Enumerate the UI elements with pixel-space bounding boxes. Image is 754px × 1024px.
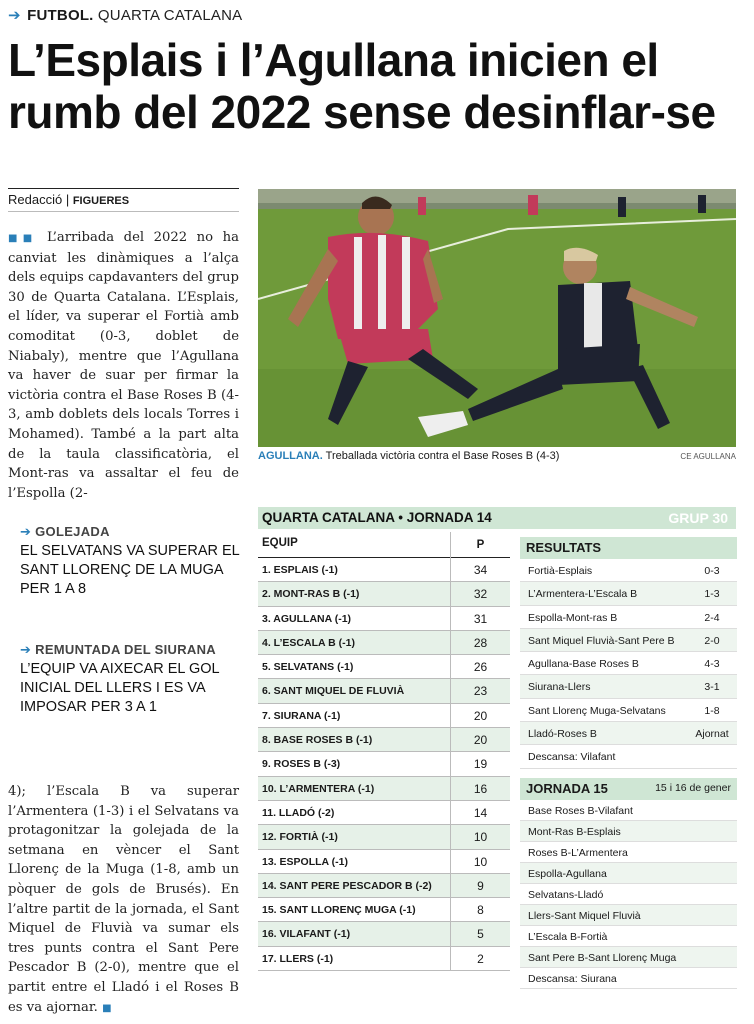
callout-golejada <box>20 524 240 599</box>
team-name: 15. SANT LLORENÇ MUGA (-1) <box>262 904 416 917</box>
result-score: 1-3 <box>704 588 720 601</box>
kicker-subsection: QUARTA CATALANA <box>97 7 243 24</box>
callout-title <box>20 524 240 540</box>
team-points: 34 <box>450 558 510 582</box>
callout-title <box>20 642 240 658</box>
team-name: 12. FORTIÀ (-1) <box>262 831 338 844</box>
section-kicker <box>8 6 242 24</box>
callout-text: EL SELVATANS VA SUPERAR EL SANT LLORENÇ DE LA MUGA PER 1 A 8 <box>20 543 240 597</box>
team-name: 8. BASE ROSES B (-1) <box>262 734 373 747</box>
match-photo <box>258 189 736 447</box>
arrow-right-icon: ➔ <box>20 642 32 657</box>
result-match: Agullana-Base Roses B <box>528 658 639 671</box>
team-points: 5 <box>450 922 510 946</box>
table-row <box>258 655 510 679</box>
team-points: 20 <box>450 728 510 752</box>
team-name: 10. L’ARMENTERA (-1) <box>262 782 375 795</box>
callout-title-text: REMUNTADA DEL SIURANA <box>35 642 216 657</box>
result-row <box>520 745 737 768</box>
results-panel <box>520 537 737 769</box>
result-row <box>520 722 737 745</box>
team-points: 10 <box>450 850 510 874</box>
result-match: Siurana-Llers <box>528 681 591 694</box>
table-row <box>258 704 510 728</box>
table-row <box>258 752 510 776</box>
fixture-row: L’Escala B-Fortià <box>520 926 737 947</box>
next-round-panel <box>520 778 737 989</box>
team-points: 20 <box>450 704 510 728</box>
table-row <box>258 874 510 898</box>
team-name: 14. SANT PERE PESCADOR B (-2) <box>262 879 432 892</box>
column-header-points: P <box>450 532 510 558</box>
result-match: Descansa: Vilafant <box>528 751 616 764</box>
team-points: 9 <box>450 874 510 898</box>
team-name: 13. ESPOLLA (-1) <box>262 855 348 868</box>
table-row <box>258 922 510 946</box>
team-name: 5. SELVATANS (-1) <box>262 661 354 674</box>
article-body-bottom <box>8 782 239 1018</box>
result-score: 2-4 <box>704 611 720 624</box>
team-points: 32 <box>450 582 510 606</box>
table-row <box>258 947 510 971</box>
square-bullet-icon: ■■ <box>8 233 38 244</box>
kicker-section: FUTBOL. <box>27 7 94 24</box>
table-row <box>258 631 510 655</box>
result-row <box>520 629 737 652</box>
team-name: 7. SIURANA (-1) <box>262 709 341 722</box>
table-row <box>258 679 510 703</box>
team-name: 6. SANT MIQUEL DE FLUVIÀ <box>262 685 405 698</box>
table-row <box>258 582 510 606</box>
result-match: Fortià-Esplais <box>528 565 593 577</box>
team-points: 8 <box>450 898 510 922</box>
team-points: 23 <box>450 679 510 703</box>
team-points: 31 <box>450 607 510 631</box>
callout-remuntada <box>20 642 240 717</box>
table-row <box>258 801 510 825</box>
fixture-row: Llers-Sant Miquel Fluvià <box>520 905 737 926</box>
fixture-row: Base Roses B-Vilafant <box>520 800 737 821</box>
team-name: 9. ROSES B (-3) <box>262 758 341 771</box>
team-points: 26 <box>450 655 510 679</box>
fixture-row: Sant Pere B-Sant Llorenç Muga <box>520 947 737 968</box>
team-name: 17. LLERS (-1) <box>262 952 334 965</box>
group-label: GRUP 30 <box>668 510 728 526</box>
photo-credit: CE AGULLANA <box>680 452 736 461</box>
result-row <box>520 606 737 629</box>
byline <box>8 188 239 212</box>
results-title-text: RESULTATS <box>526 540 602 555</box>
next-round-title <box>520 778 737 800</box>
team-points: 14 <box>450 801 510 825</box>
team-points: 28 <box>450 631 510 655</box>
byline-place: FIGUERES <box>72 195 130 207</box>
fixture-row: Descansa: Siurana <box>520 968 737 989</box>
next-round-dates: 15 i 16 de gener <box>655 782 731 794</box>
result-match: Espolla-Mont-ras B <box>528 611 618 624</box>
standings-column-headers <box>258 532 510 558</box>
standings-header-bar <box>258 507 736 529</box>
team-points: 2 <box>450 947 510 971</box>
standings-title: QUARTA CATALANA • JORNADA 14 <box>262 510 492 525</box>
byline-author: Redacció <box>8 192 63 207</box>
football-action-illustration <box>258 189 736 447</box>
result-score: 1-8 <box>704 704 720 717</box>
result-row <box>520 699 737 722</box>
table-row <box>258 898 510 922</box>
team-name: 2. MONT-RAS B (-1) <box>262 588 360 601</box>
result-score: 2-0 <box>704 634 720 647</box>
table-row <box>258 777 510 801</box>
result-row <box>520 675 737 698</box>
fixture-row: Selvatans-Lladó <box>520 884 737 905</box>
result-score: 0-3 <box>704 565 720 577</box>
team-name: 4. L’ESCALA B (-1) <box>262 636 355 649</box>
article-body-top <box>8 228 239 503</box>
team-name: 11. LLADÓ (-2) <box>262 806 335 819</box>
result-score: 3-1 <box>704 681 720 694</box>
article-body-top-text: L’arribada del 2022 no ha canviat les dinàmiques a l’alça dels equips capdavanters del grup 30 de Quarta Catalana. L’Esplais, el líder, va superar el Fortià amb comoditat (0-3, doblet de Niabaly), mentre que l’Agullana va haver de suar per firmar la victòria contra el Base Roses B (4-3, amb doblets dels locals Torres i Mohamed). També a la part alta de la taula classificatòria, el Mont-ras va assaltar el feu de l’Espolla (2- <box>8 230 239 501</box>
team-points: 10 <box>450 825 510 849</box>
team-points: 19 <box>450 752 510 776</box>
headline: L’Esplais i l’Agullana inicien el rumb del 2022 sense desinflar-se <box>8 34 716 138</box>
next-round-title-text: JORNADA 15 <box>526 781 608 796</box>
table-row <box>258 825 510 849</box>
results-title <box>520 537 737 559</box>
result-match: Sant Llorenç Muga-Selvatans <box>528 704 666 717</box>
result-row <box>520 559 737 582</box>
standings-table <box>258 532 510 971</box>
fixture-row: Roses B-L’Armentera <box>520 842 737 863</box>
photo-caption <box>258 450 736 462</box>
arrow-right-icon: ➔ <box>20 524 32 539</box>
table-row <box>258 558 510 582</box>
table-row <box>258 607 510 631</box>
result-row <box>520 582 737 605</box>
callout-text: L’EQUIP VA AIXECAR EL GOL INICIAL DEL LLERS I ES VA IMPOSAR PER 3 A 1 <box>20 661 220 715</box>
fixture-row: Espolla-Agullana <box>520 863 737 884</box>
byline-divider: | <box>65 192 73 207</box>
caption-lead: AGULLANA. <box>258 450 323 462</box>
result-score: Ajornat <box>695 728 729 741</box>
table-row <box>258 850 510 874</box>
team-points: 16 <box>450 777 510 801</box>
callout-title-text: GOLEJADA <box>35 524 110 539</box>
square-end-icon: ■ <box>102 1002 112 1014</box>
result-match: Lladó-Roses B <box>528 728 597 741</box>
team-name: 3. AGULLANA (-1) <box>262 612 352 625</box>
caption-text: Treballada victòria contra el Base Roses B (4-3) <box>325 450 560 462</box>
arrow-right-icon: ➔ <box>8 7 21 24</box>
team-name: 1. ESPLAIS (-1) <box>262 564 338 576</box>
result-match: L’Armentera-L’Escala B <box>528 588 638 601</box>
fixture-row: Mont-Ras B-Esplais <box>520 821 737 842</box>
column-header-team: EQUIP <box>262 537 298 549</box>
result-score: 4-3 <box>704 658 720 671</box>
article-body-bottom-text: 4); l’Escala B va superar l’Armentera (1-3) i el Selvatans va protagonitzar la golejada de la setmana en vèncer el Sant Llorenç de la Muga (1-8, amb un pòquer de gols de Brusés). En l’altre partit de la jornada, el Sant Miquel de Fluvià va sumar els tres punts contra el Sant Pere Pescador B (2-0), mentre que el partit entre el Lladó i el Roses B es va ajornar. <box>8 784 239 1015</box>
result-match: Sant Miquel Fluvià-Sant Pere B <box>528 634 675 647</box>
result-row <box>520 652 737 675</box>
team-name: 16. VILAFANT (-1) <box>262 928 351 941</box>
table-row <box>258 728 510 752</box>
